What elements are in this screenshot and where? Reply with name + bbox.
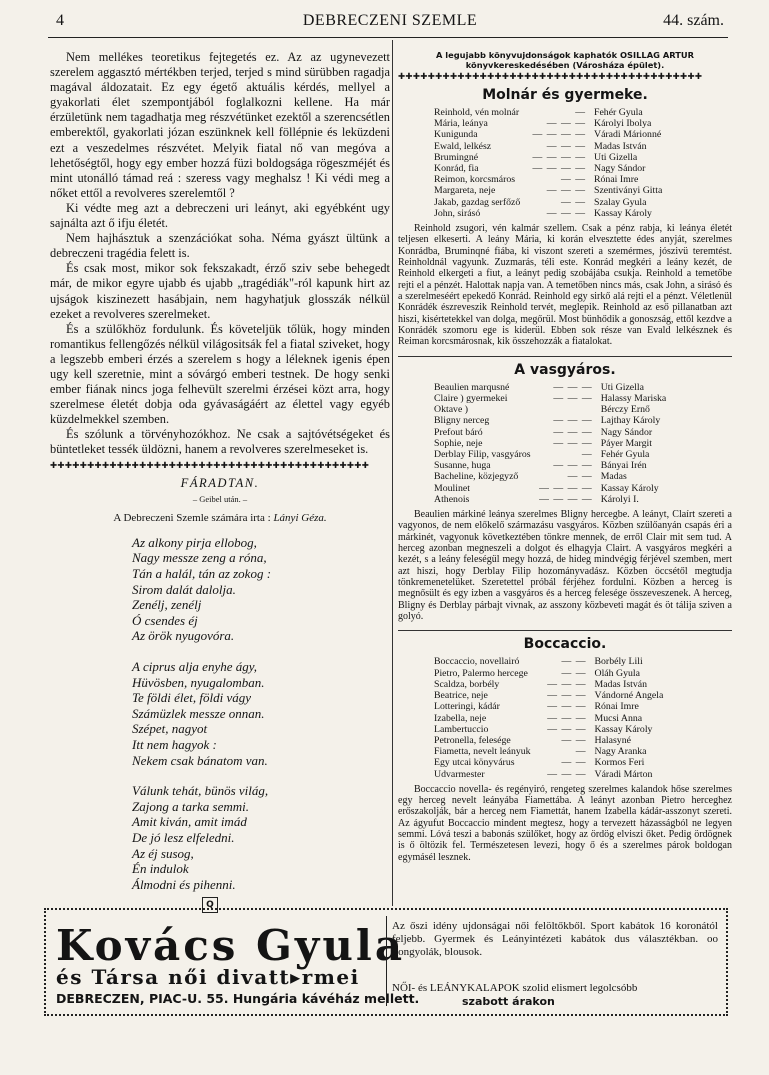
column-divider [392, 40, 393, 906]
cross-ornament-rule: ✚✚✚✚✚✚✚✚✚✚✚✚✚✚✚✚✚✚✚✚✚✚✚✚✚✚✚✚✚✚✚✚✚✚✚✚✚✚✚✚✚✚✚ [50, 460, 370, 471]
synopsis-paragraph: Beaulien márkiné leánya szerelmes Bligny hercegbe. A leányt, Claírt szereti a vagyonos, de nem előkelő származásu vasgyáros. Közben szülőanyán csapás éri a márkinét, vagyonuk következtében tönkre mennek, de erről Clair mit sem tud. A herceg azonban megneszeli a dolgot és elhagyja Clairt. A vasgyáros megkéri a kezét, s a leány feleségül megy hozzá, de hideg mindvégig férjével szemben, mert azt hiszi, hogy Derblay Filip hozományvadász. Közben öccsétől megtudja tönkremenetelüket. Szeretettel próbál férjéhez fordulni. Közben a herceg is megnősült és egy izben a vasgyáros és a herceg felesége összeveszenek. A herceg, Bligny és Derblay párbajt vivnak, az asszony közbeveti magát és öt tálija sziven a golyó. [398, 509, 732, 623]
poem-line: Álmodni és pihenni. [132, 876, 236, 892]
cast-row: John, sirásó — — — Kassay Károly [434, 207, 652, 219]
poem-stanza [132, 535, 390, 644]
cast-row: Susanne, huga — — — Bányai Irén [434, 460, 647, 472]
cast-row: Mária, leánya — — — Károlyi Ibolya [434, 118, 652, 130]
poem-stanza [132, 659, 390, 768]
poem-line: Szépet, nagyot [132, 721, 208, 737]
cast-row: Pietro, Palermo hercege — — Oláh Gyula [434, 667, 640, 679]
poem-line: A ciprus alja enyhe ágy, [132, 658, 258, 674]
cast-list [434, 107, 678, 219]
cross-ornament-rule: ✚✚✚✚✚✚✚✚✚✚✚✚✚✚✚✚✚✚✚✚✚✚✚✚✚✚✚✚✚✚✚✚✚✚✚✚✚✚✚✚✚ [398, 72, 703, 82]
poem-line: Tán a halál, tán az zokog : [132, 566, 272, 581]
poem-line: Zenélj, zenélj [132, 597, 202, 613]
cast-row: Moulinet — — — — Kassay Károly [434, 482, 659, 494]
play-title: A vasgyáros. [514, 361, 616, 378]
poem-line: De jó lesz elfeledni. [132, 829, 235, 845]
synopsis-paragraph: Reinhold zsugori, vén kalmár szellem. Csak a pénz rabja, ki leánya életét teljesen elkeserti. A leány Mária, ki korán elvesztette édes anyját, szerelmes Konrádba, Bruminqné fiába, ki viszont szereti a szemérmes, jószivü teremtést. Reinholdnál vagyunk. Zuzmarás, téli este. Konrád megkéri a leány kezét, de Reinhold elkergeti a fiut, a leányt pedig szobájába csukja. Reinhold a temetőbe rejti el a pénzét. Halottak napja van. A temetőben nincs más, csak John, a sirásó és a szerelmeséért epekedő Konrád. Reinhold egy sirkő alá rejti el a pénzt. Véletlenül Konrádék észreveszik Reinhold tervét, meglepik. Reinhold az eső pillanatban azt hiszi, kisértetekkel van dolga, megőrül. Most bünhődik a gonoszság, ettől kezdve a Konrádék szomoru ege is kiderül. Ebben sok része van Evald lelkésznek és Reiman korcsmárosnak, kik összehozzák a fiatalokat. [398, 223, 732, 348]
poem-stanza [132, 783, 390, 892]
poem-translator-line [50, 511, 390, 526]
cast-row: Egy utcai könyvárus — — Kormos Feri [434, 757, 645, 769]
poem-line: Amit kiván, amit imád [132, 814, 247, 830]
cast-row: Claire ) gyermekei — — — Halassy Mariska [434, 393, 667, 405]
cast-row: Lambertuccio — — — Kassay Károly [434, 723, 653, 735]
cast-row: Beaulien marqusné — — — Uti Gizella [434, 381, 644, 393]
ad-shop-subtitle: és Társa női divatt▸rmei [56, 965, 360, 989]
ad-shop-address: DEBRECZEN, PIAC-U. 55. Hungária kávéház mellett. [56, 991, 420, 1006]
poem-line: Én indulok [132, 861, 189, 877]
poem-line: Zajong a tarka semmi. [132, 798, 249, 814]
end-mark-icon: Q [202, 897, 218, 913]
cast-row: Fiametta, nevelt leányuk — Nagy Aranka [434, 746, 647, 758]
article-paragraph: Nem hajhásztuk a szenzációkat soha. Néma gyászt ültünk a debreczeni tragédia felett is. [50, 231, 390, 261]
poem-subtitle: – Geibel után. – [192, 493, 248, 504]
ad-shop-name: Kovács Gyula [56, 921, 406, 970]
play-synopsis [398, 784, 732, 863]
cast-row: Reinhold, vén molnár — Fehér Gyula [434, 107, 643, 118]
poem-line: Az éj susog, [132, 845, 194, 861]
cast-row: Bligny nerceg — — — Lajthay Károly [434, 415, 661, 427]
poem-line: Sirom dalát dalolja. [132, 581, 236, 597]
page-number: 4 [56, 12, 64, 29]
poem-line: Az alkony pirja ellobog, [132, 534, 257, 550]
section-rule [398, 630, 732, 631]
poem-line: Ó csendes éj [132, 612, 198, 628]
ad-prices-text: szabott árakon [462, 995, 555, 1008]
cast-row: Scaldza, borbély — — — Madas István [434, 678, 648, 690]
poem-line: Nagy messze zeng a róna, [132, 550, 267, 566]
cast-row: Konrád, fia — — — — Nagy Sándor [434, 163, 646, 175]
article-paragraph: És szólunk a törvényhozókhoz. Ne csak a sajtóvétségeket és büntetleket tessék üldözni, hanem a revolveres szerelmeseket is. [50, 427, 390, 457]
right-column [398, 50, 732, 906]
left-column [50, 50, 390, 911]
play-synopsis [398, 509, 732, 622]
cast-row: Ewald, lelkész — — — Madas István [434, 140, 647, 152]
shop-advertisement [44, 908, 728, 1016]
header-rule [48, 37, 728, 38]
cast-row: Athenois — — — — Károlyi I. [434, 493, 639, 505]
poem-line: Számüzlek messze onnan. [132, 705, 265, 721]
bookshop-notice-line: könyvkereskedésében (Városháza épület). [465, 60, 665, 70]
poem-line: Az örök nyugovóra. [132, 628, 235, 644]
cast-row: Lotteringi, kádár — — — Rónai Imre [434, 701, 639, 713]
cast-row: Margareta, neje — — — Szentiványi Gitta [434, 185, 663, 197]
poem-title: FÁRADTAN. [180, 475, 260, 490]
poem-line: Hüvösben, nyugalomban. [132, 674, 265, 690]
journal-title: DEBRECZENI SZEMLE [302, 12, 478, 29]
cast-row: Derblay Filip, vasgyáros — Fehér Gyula [434, 449, 650, 461]
cast-row: Oktave ) Bérczy Ernő [434, 404, 650, 416]
translator-prefix: A Debreczeni Szemle számára irta : [113, 511, 271, 524]
poem-line: Nekem csak bánatom van. [132, 752, 268, 768]
ad-offer-text: Az őszi idény ujdonságai női felöltőkből. Sport kabátok 16 koronától feljebb. Gyermek és Leányintézeti kabátok dus választékban. oo Pongyolák, blousok. [392, 920, 718, 958]
cast-row: Jakab, gazdag serfőző — — Szalay Gyula [434, 196, 647, 208]
ad-hats-text: NŐI- és LEÁNYKALAPOK szolid elismert legolcsóbb [392, 982, 638, 994]
cast-row: Prefout báró — — — Nagy Sándor [434, 426, 653, 438]
cast-row: Brumingné — — — — Uti Gizella [434, 151, 638, 163]
cast-row: Reimon, korcsmáros — — Rónai Imre [434, 174, 639, 186]
poem-line: Te földi élet, földi vágy [132, 690, 252, 706]
cast-list [434, 382, 678, 505]
issue-number: 44. szám. [663, 12, 724, 29]
poem-line: Válunk tehát, bünös világ, [132, 783, 269, 799]
article-paragraph: Nem mellékes teoretikus fejtegetés ez. Az az ugynevezett szerelem aggasztó mértékben terjed, terjed s mind sürübben ragadja magával áldozatait. Ez egy égető aktuális kérdés, mellyel a gyakorlati élet szempontjából foglalkozni kellene. Ha már érzületünk nem tagadhatja meg részvétünket ezektől a szerencsétlen emberektől, gyakorlati józan eszünknek kell föllépnie és leküzdeni ezt a veszedelmes részvétet. Melyik fiatal nő van megóva a lehetőségtől, hogy egy ember hozzá füzi boldogsága rögeszméjét és mint utonálló támad reá : szeress vagy meghalsz ! Ki védi meg a nőket ettől a revolveres szerelemtől ? [50, 50, 390, 200]
ad-divider [386, 916, 387, 1006]
cast-row: Kunigunda — — — — Váradi Márionné [434, 129, 662, 141]
article-paragraph: Ki védte meg azt a debreczeni uri leányt, aki egyébként ugy sajnálta azt ő ifju életét. [50, 200, 390, 231]
translator-name: Lányi Géza. [273, 511, 327, 524]
article-paragraph: És csak most, mikor sok fekszakadt, érző sziv sebe behegedt már, de mikor egyre ujabb és ujabb „tragédiák"-ról kapunk hirt az ujságok kiszinezett hasábjain, nem hagyhatjuk glosszák nélkül ezeket a revolveres szerelmeket. [50, 261, 390, 321]
ad-hats-line [392, 982, 718, 1008]
article-paragraph: És a szülőkhöz fordulunk. És követeljük tőlük, hogy minden romantikus fellengőzés nélkül világositsák fel a fiatal sziveket, hogy a legszebb emberi érzés a szerelem s hogy a léleknek igenis épen ugy kell szeretnie, mint a sóvárgó emberi testnek. De hogy senki ember fiának nincs joga felhevült szerelmi érzései közt arra, hogy szerelmese életét dobja oda gyávaságáért az élettel vagy egyéb küzdelmekkel szemben. [50, 321, 390, 427]
cast-row: Udvarmester — — — Váradi Márton [434, 768, 653, 780]
cast-list [434, 656, 678, 779]
cast-row: Boccaccio, novellairó — — Borbély Lili [434, 656, 643, 668]
poem-line: Itt nem hagyok : [132, 736, 217, 752]
cast-row: Izabella, neje — — — Mucsi Anna [434, 712, 643, 724]
play-title: Boccaccio. [523, 636, 607, 653]
section-rule [398, 356, 732, 357]
cast-row: Sophie, neje — — — Páyer Margit [434, 437, 652, 449]
play-synopsis [398, 223, 732, 348]
cast-row: Bacheline, közjegyző — — Madas [434, 471, 627, 483]
page-header [56, 10, 724, 32]
bookshop-notice-line: A legujabb könyvujdonságok kaphatók OSILLAG ARTUR [435, 50, 695, 60]
cast-row: Beatrice, neje — — — Vándorné Angela [434, 690, 664, 702]
cast-row: Petronella, felesége — — Halasyné [434, 734, 631, 746]
synopsis-paragraph: Boccaccio novella- és regényiró, rengeteg szerelmes kalandok hőse szerelmes egy herceg nevelt leányába Fiamettába. A leányt azonban Pietro herceghez erőszakolják, bár a herceg nem Fiamettát, hanem Izabella kádár-asszonyt szereti. Az ágyufut Boccaccio mindent megtesz, hogy a tervezett házasságból ne legyen semmi. Lóvá teszi a babonás szülőket, hogy az ördög elviszi őket. Pedig ördögnek is ő öltözik fel. Természetesen levezi, hogy ő és a szerelmes párok boldogan egymásél lesznek. [398, 783, 732, 863]
play-title: Molnár és gyermeke. [482, 87, 648, 103]
